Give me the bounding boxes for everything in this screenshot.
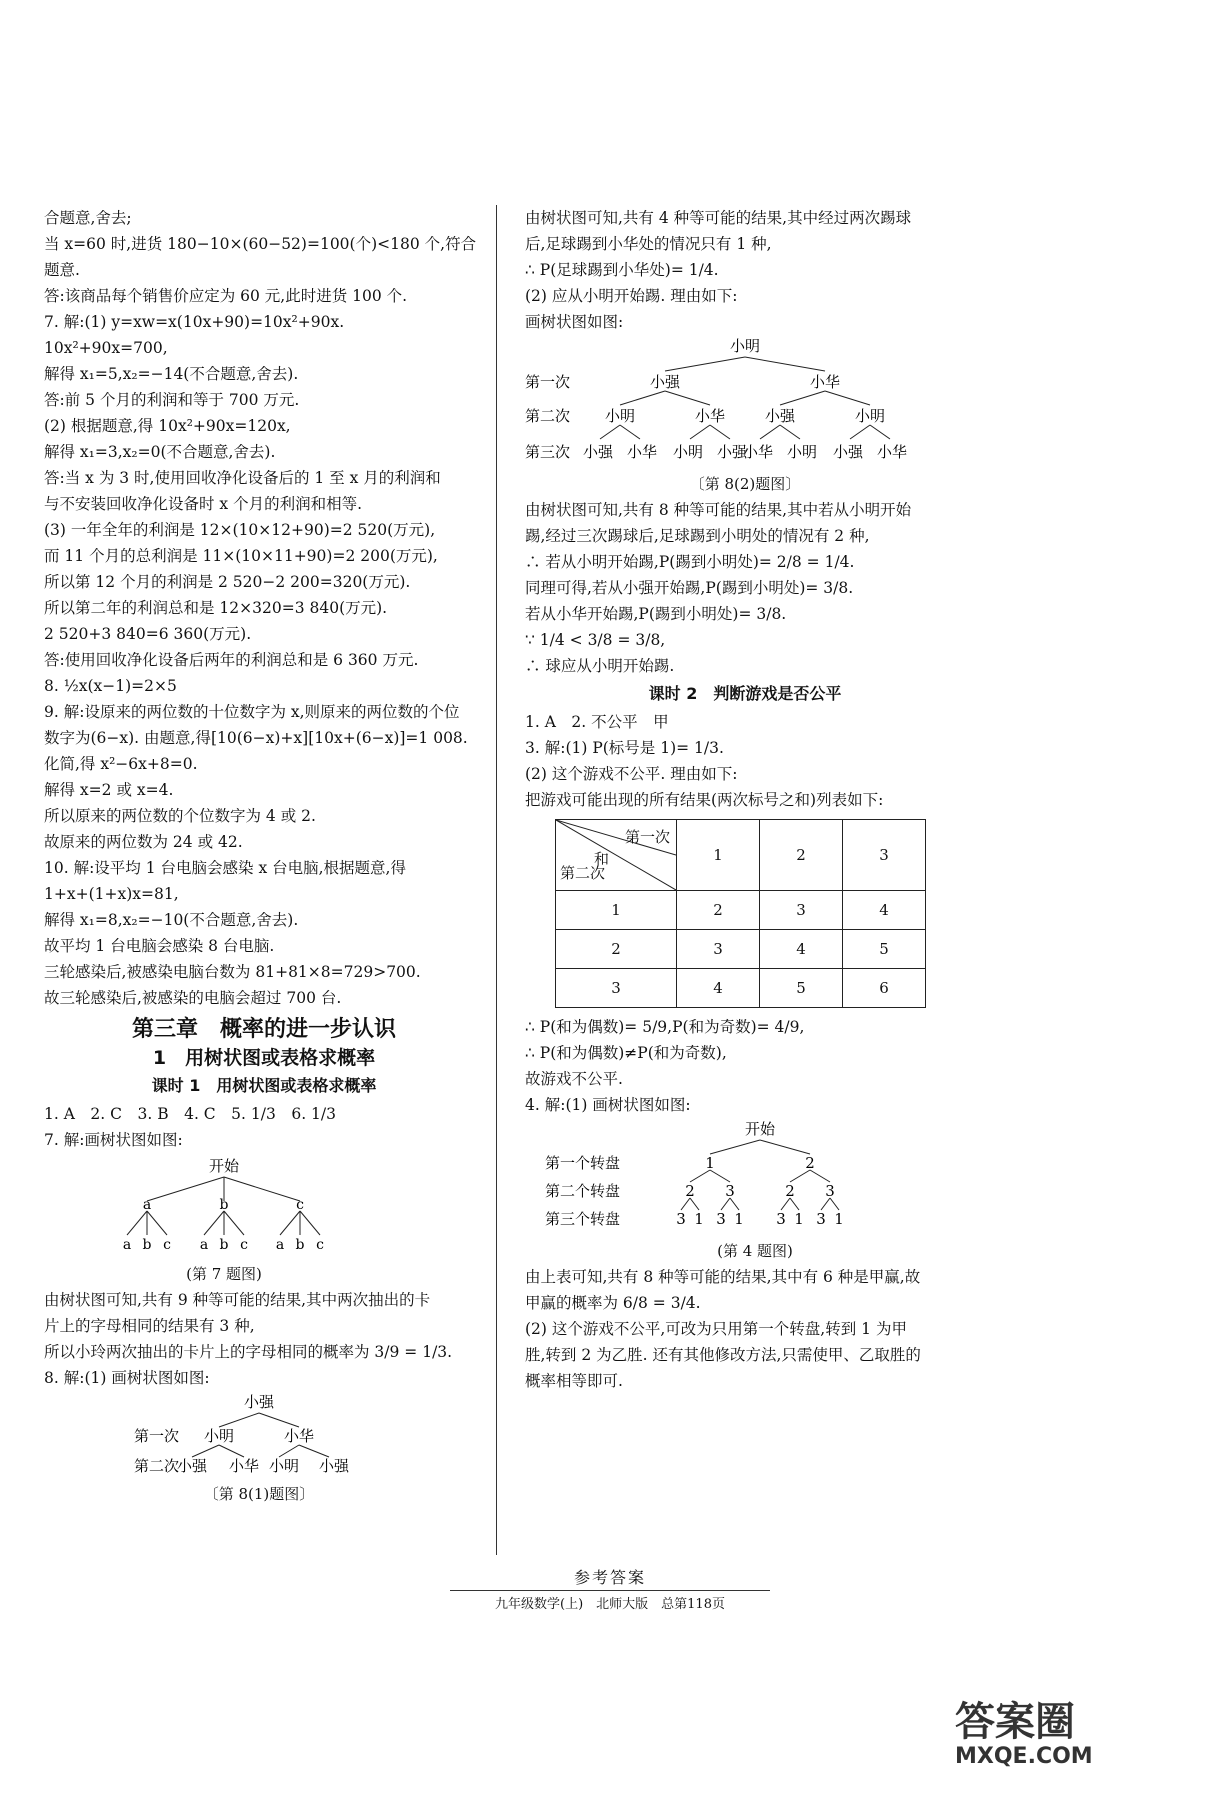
tree-diagram-q8-1 [44, 1391, 484, 1473]
tree4-l2: 3 [725, 1182, 735, 1200]
tree4-l3: 1 [694, 1210, 704, 1228]
tree8a-row-label: 第二次 [134, 1457, 180, 1473]
tree4-l3: 3 [676, 1210, 686, 1228]
tree4-caption: (第 4 题图) [717, 1242, 793, 1260]
text-line: 1+x+(1+x)x=81, [44, 885, 179, 903]
tree8b-l3: 小强 [582, 443, 614, 461]
tree4-l1: 2 [805, 1154, 815, 1172]
tree8b-row-label: 第一次 [525, 373, 571, 391]
tree8b-l3: 小强 [716, 443, 748, 461]
tree8b-row-label: 第二次 [525, 407, 571, 425]
corner-top-label: 第一次 [624, 828, 670, 846]
table-cell: 6 [843, 969, 926, 1008]
tree4-l2: 2 [785, 1182, 795, 1200]
footer-title: 参考答案 [573, 1568, 646, 1587]
tree4-row-label: 第二个转盘 [545, 1182, 621, 1200]
table-cell: 4 [843, 891, 926, 930]
text-line: (2) 这个游戏不公平. 理由如下: [525, 765, 738, 783]
tree4-l3: 1 [794, 1210, 804, 1228]
lesson2-title: 课时 2 判断游戏是否公平 [648, 684, 842, 703]
text-line: ∵ 1/4 < 3/8 = 3/8, [525, 631, 666, 649]
tree4-row-label: 第三个转盘 [545, 1210, 621, 1228]
text-line: 所以原来的两位数的个位数字为 4 或 2. [44, 807, 316, 825]
table-cell: 5 [760, 969, 843, 1008]
tree8b-l2: 小华 [694, 407, 726, 425]
tree7-leaf: a [199, 1237, 209, 1253]
text-line: 由树状图可知,共有 4 种等可能的结果,其中经过两次踢球 [525, 209, 912, 227]
right-text-block-3 [525, 709, 965, 813]
q7-explanation [44, 1287, 484, 1365]
corner-mid-label: 和 [594, 850, 610, 868]
left-text-block-1 [44, 205, 484, 1011]
text-line: 与不安装回收净化设备时 x 个月的利润和相等. [44, 495, 363, 513]
section-title: 1 用树状图或表格求概率 [152, 1047, 376, 1069]
tree8a-l2: 小强 [176, 1457, 208, 1473]
text-line: 答:该商品每个销售价应定为 60 元,此时进货 100 个. [44, 287, 408, 305]
text-line: 1. A 2. 不公平 甲 [525, 713, 669, 731]
text-line: 由上表可知,共有 8 种等可能的结果,其中有 6 种是甲赢,故 [525, 1268, 921, 1286]
page-footer [290, 1565, 930, 1612]
tree8b-l2: 小明 [854, 407, 886, 425]
text-line: (2) 这个游戏不公平,可改为只用第一个转盘,转到 1 为甲 [525, 1320, 907, 1338]
sum-table [555, 819, 926, 1008]
text-line: 8. ½x(x−1)=2×5 [44, 677, 177, 695]
tree8b-l3: 小强 [832, 443, 864, 461]
tree7-l1-a: a [142, 1197, 152, 1213]
tree7-leaf: c [163, 1237, 171, 1253]
tree8b-l3: 小华 [626, 443, 658, 461]
text-line: 解得 x₁=5,x₂=−14(不合题意,舍去). [44, 365, 299, 383]
tree4-l3: 1 [834, 1210, 844, 1228]
text-line: 解得 x₁=8,x₂=−10(不合题意,舍去). [44, 911, 299, 929]
tree8a-caption: 〔第 8(1)题图〕 [203, 1485, 315, 1503]
tree4-row-label: 第一个转盘 [545, 1154, 621, 1172]
text-line: 当 x=60 时,进货 180−10×(60−52)=100(个)<180 个,符合 [44, 235, 477, 253]
tree7-leaf: b [142, 1237, 152, 1253]
text-line: 同理可得,若从小强开始踢,P(踢到小明处)= 3/8. [525, 579, 854, 597]
table-cell: 1 [556, 891, 677, 930]
table-cell: 3 [677, 930, 760, 969]
text-line: 解得 x₁=3,x₂=0(不合题意,舍去). [44, 443, 276, 461]
text-line: 故游戏不公平. [525, 1070, 623, 1088]
table-cell: 2 [556, 930, 677, 969]
right-text-block-2 [525, 497, 965, 679]
tree8b-l2: 小强 [764, 407, 796, 425]
tree8b-l3: 小明 [672, 443, 704, 461]
text-line: 画树状图如图: [525, 313, 624, 331]
text-line: 后,足球踢到小华处的情况只有 1 种, [525, 235, 772, 253]
text-line: 合题意,舍去; [44, 209, 132, 227]
tree8a-l2: 小华 [228, 1457, 260, 1473]
tree7-leaf: c [316, 1237, 324, 1253]
tree4-l3: 1 [734, 1210, 744, 1228]
text-line: ∴ 若从小明开始踢,P(踢到小明处)= 2/8 = 1/4. [525, 553, 855, 571]
lesson-title: 课时 1 用树状图或表格求概率 [151, 1076, 377, 1095]
text-line: 所以第二年的利润总和是 12×320=3 840(万元). [44, 599, 388, 617]
table-header: 3 [843, 820, 926, 891]
right-text-block-4 [525, 1014, 965, 1118]
tree7-caption: (第 7 题图) [186, 1265, 262, 1283]
watermark-bottom: MXQE.COM [955, 1744, 1093, 1769]
q8-intro: 8. 解:(1) 画树状图如图: [44, 1369, 210, 1387]
tree8b-l1: 小华 [809, 373, 841, 391]
text-line: 把游戏可能出现的所有结果(两次标号之和)列表如下: [525, 791, 884, 809]
tree8a-root: 小强 [243, 1393, 275, 1411]
table-row [556, 891, 926, 930]
text-line: 2 520+3 840=6 360(万元). [44, 625, 252, 643]
tree8b-l3: 小华 [742, 443, 774, 461]
tree7-leaf: c [240, 1237, 248, 1253]
text-line: 9. 解:设原来的两位数的十位数字为 x,则原来的两位数的个位 [44, 703, 460, 721]
text-line: 甲赢的概率为 6/8 = 3/4. [525, 1294, 701, 1312]
table-cell: 4 [760, 930, 843, 969]
tree7-leaf: b [219, 1237, 229, 1253]
text-line: 故原来的两位数为 24 或 42. [44, 833, 243, 851]
table-cell: 3 [760, 891, 843, 930]
tree7-leaf: a [122, 1237, 132, 1253]
text-line: 10. 解:设平均 1 台电脑会感染 x 台电脑,根据题意,得 [44, 859, 406, 877]
table-header: 2 [760, 820, 843, 891]
watermark-top: 答案圈 [955, 1699, 1075, 1745]
table-cell: 5 [843, 930, 926, 969]
text-line: 4. 解:(1) 画树状图如图: [525, 1096, 691, 1114]
text-line: ∴ 球应从小明开始踢. [525, 657, 675, 675]
right-text-block-1 [525, 205, 965, 335]
tree7-root: 开始 [208, 1157, 240, 1175]
table-header: 1 [677, 820, 760, 891]
tree4-l2: 2 [685, 1182, 695, 1200]
text-line: 若从小华开始踢,P(踢到小明处)= 3/8. [525, 605, 787, 623]
text-line: (2) 应从小明开始踢. 理由如下: [525, 287, 738, 305]
tree8a-l1: 小明 [203, 1427, 235, 1445]
tree7-leaf: b [295, 1237, 305, 1253]
text-line: 题意. [44, 261, 80, 279]
text-line: 片上的字母相同的结果有 3 种, [44, 1317, 255, 1335]
tree8b-l3: 小明 [786, 443, 818, 461]
tree8b-root: 小明 [729, 337, 761, 355]
column-divider [496, 205, 497, 1555]
footer-info: 九年级数学(上) 北师大版 总第118页 [450, 1590, 770, 1612]
text-line: 所以第 12 个月的利润是 2 520−2 200=320(万元). [44, 573, 411, 591]
tree8b-row-label: 第三次 [525, 443, 571, 461]
watermark-logo [955, 1700, 1093, 1770]
table-cell: 3 [556, 969, 677, 1008]
text-line: 7. 解:(1) y=xw=x(10x+90)=10x²+90x. [44, 313, 345, 331]
text-line: (2) 根据题意,得 10x²+90x=120x, [44, 417, 291, 435]
right-column [525, 205, 965, 1394]
tree8b-l1: 小强 [649, 373, 681, 391]
tree-diagram-q7 [44, 1153, 484, 1253]
tree8a-l1: 小华 [283, 1427, 315, 1445]
text-line: (3) 一年全年的利润是 12×(10×12+90)=2 520(万元), [44, 521, 436, 539]
text-line: 故平均 1 台电脑会感染 8 台电脑. [44, 937, 275, 955]
text-line: 3. 解:(1) P(标号是 1)= 1/3. [525, 739, 724, 757]
tree8a-l2: 小明 [268, 1457, 300, 1473]
table-cell: 4 [677, 969, 760, 1008]
text-line: 数字为(6−x). 由题意,得[10(6−x)+x][10x+(6−x)]=1 008. [44, 729, 468, 747]
tree4-l3: 3 [716, 1210, 726, 1228]
tree7-leaf: a [275, 1237, 285, 1253]
text-line: 所以小玲两次抽出的卡片上的字母相同的概率为 3/9 = 1/3. [44, 1343, 453, 1361]
table-row [556, 969, 926, 1008]
tree-diagram-q4 [525, 1118, 965, 1230]
text-line: 由树状图可知,共有 8 种等可能的结果,其中若从小明开始 [525, 501, 912, 519]
tree4-root: 开始 [744, 1120, 776, 1138]
tree4-l1: 1 [705, 1154, 715, 1172]
right-text-block-5 [525, 1264, 965, 1394]
tree7-l1-b: b [219, 1197, 229, 1213]
text-line: ∴ P(和为偶数)≠P(和为奇数), [525, 1044, 727, 1062]
choice-answers: 1. A 2. C 3. B 4. C 5. 1/3 6. 1/3 [44, 1105, 336, 1123]
tree4-l2: 3 [825, 1182, 835, 1200]
text-line: 三轮感染后,被感染电脑台数为 81+81×8=729>700. [44, 963, 421, 981]
q7-intro: 7. 解:画树状图如图: [44, 1131, 183, 1149]
tree7-l1-c: c [296, 1197, 304, 1213]
tree8a-l2: 小强 [318, 1457, 350, 1473]
text-line: 化简,得 x²−6x+8=0. [44, 755, 198, 773]
table-cell: 2 [677, 891, 760, 930]
text-line: ∴ P(和为偶数)= 5/9,P(和为奇数)= 4/9, [525, 1018, 805, 1036]
text-line: 10x²+90x=700, [44, 339, 168, 357]
text-line: 由树状图可知,共有 9 种等可能的结果,其中两次抽出的卡 [44, 1291, 431, 1309]
text-line: 踢,经过三次踢球后,足球踢到小明处的情况有 2 种, [525, 527, 870, 545]
table-row [556, 930, 926, 969]
left-column [44, 205, 484, 1507]
tree-diagram-q8-2 [525, 335, 965, 463]
text-line: 故三轮感染后,被感染的电脑会超过 700 台. [44, 989, 342, 1007]
tree4-l3: 3 [816, 1210, 826, 1228]
text-line: 答:使用回收净化设备后两年的利润总和是 6 360 万元. [44, 651, 419, 669]
chapter-title: 第三章 概率的进一步认识 [131, 1017, 396, 1042]
text-line: 答:当 x 为 3 时,使用回收净化设备后的 1 至 x 月的利润和 [44, 469, 441, 487]
tree8a-row-label: 第一次 [134, 1427, 180, 1445]
text-line: 胜,转到 2 为乙胜. 还有其他修改方法,只需使甲、乙取胜的 [525, 1346, 921, 1364]
text-line: 概率相等即可. [525, 1372, 623, 1390]
tree8b-l2: 小明 [604, 407, 636, 425]
tree8b-l3: 小华 [876, 443, 908, 461]
corner-bottom-label: 第二次 [560, 864, 606, 882]
tree8b-caption: 〔第 8(2)题图〕 [689, 475, 801, 493]
text-line: 解得 x=2 或 x=4. [44, 781, 174, 799]
text-line: 答:前 5 个月的利润和等于 700 万元. [44, 391, 300, 409]
table-corner [556, 820, 677, 891]
tree4-l3: 3 [776, 1210, 786, 1228]
text-line: ∴ P(足球踢到小华处)= 1/4. [525, 261, 719, 279]
text-line: 而 11 个月的总利润是 11×(10×11+90)=2 200(万元), [44, 547, 438, 565]
